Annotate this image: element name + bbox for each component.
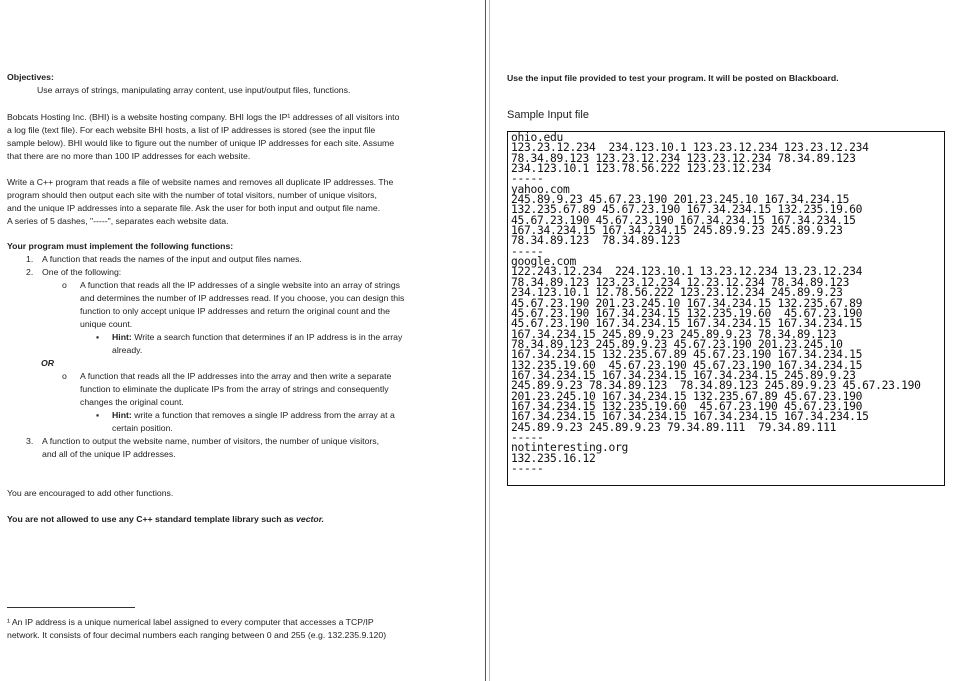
option-b-line: changes the original count. <box>80 397 184 407</box>
sample-line: ----- <box>511 244 544 258</box>
sample-line: ----- <box>511 172 544 186</box>
list-item-2 <box>7 266 447 279</box>
sample-line: 245.89.9.23 78.34.89.123 78.34.89.123 245.89.9.23 45.67.23.190 <box>511 379 921 393</box>
task-line: A series of 5 dashes, "-----", separates each website data. <box>7 216 229 226</box>
list-item-text: One of the following: <box>42 267 122 277</box>
intro-line: Bobcats Hosting Inc. (BHI) is a website hosting company. BHI logs the IP¹ addresses of all visitors into <box>7 112 400 122</box>
sample-line: 167.34.234.15 132.235.19.60 45.67.23.190 45.67.23.190 <box>511 399 863 413</box>
option-b-line: function to eliminate the duplicate IPs from the array of strings and consequently <box>80 384 389 394</box>
sample-line: 132.235.16.12 <box>511 451 596 465</box>
intro-paragraph <box>7 111 399 163</box>
circle-bullet-icon: o <box>62 280 67 290</box>
square-bullet-icon: ▪ <box>96 410 100 420</box>
task-line: program should then output each site with the number of total visitors, number of unique visitors, <box>7 190 377 200</box>
option-a-line: and determines the number of IP addresses read. If you choose, you can design this <box>80 293 405 303</box>
intro-line: a log file (text file). For each website BHI hosts, a list of IP addresses is stored (see the input file <box>7 125 376 135</box>
sample-line: 45.67.23.190 201.23.245.10 167.34.234.15 132.235.67.89 <box>511 296 863 310</box>
sample-line: 167.34.234.15 245.89.9.23 245.89.9.23 78.34.89.123 <box>511 327 837 341</box>
task-line: Write a C++ program that reads a file of website names and removes all duplicate IP addresses. The <box>7 177 394 187</box>
footnote <box>7 616 386 642</box>
sample-line: 167.34.234.15 167.34.234.15 167.34.234.15 167.34.234.15 <box>511 410 869 424</box>
option-a-line: A function that reads all the IP addresses of a single website into an array of strings <box>80 280 401 290</box>
footnote-line: network. It consists of four decimal numbers each ranging between 0 and 255 (e.g. 132.235.9.120) <box>7 630 387 640</box>
encouraged-text: You are encouraged to add other functions. <box>7 488 174 498</box>
objectives-text: Use arrays of strings, manipulating array content, use input/output files, functions. <box>37 85 351 95</box>
footnote-rule <box>7 607 135 608</box>
sample-line: ohio.edu <box>511 131 564 144</box>
sample-line: 122.243.12.234 224.123.10.1 13.23.12.234 13.23.12.234 <box>511 265 863 279</box>
hint-a <box>7 331 447 344</box>
sample-label: Sample Input file <box>507 109 589 121</box>
circle-bullet-icon: o <box>62 371 67 381</box>
sample-line: 78.34.89.123 123.23.12.234 12.23.12.234 78.34.89.123 <box>511 275 850 289</box>
task-paragraph <box>7 176 393 228</box>
page-divider-shadow <box>489 0 490 681</box>
sample-line: google.com <box>511 255 577 269</box>
sample-line: yahoo.com <box>511 182 570 196</box>
sample-line: 45.67.23.190 167.34.234.15 132.235.19.60 45.67.23.190 <box>511 306 863 320</box>
list-item-text: and all of the unique IP addresses. <box>42 449 176 459</box>
sample-line: 201.23.245.10 167.34.234.15 132.235.67.89 45.67.23.190 <box>511 389 863 403</box>
sample-line: 78.34.89.123 123.23.12.234 123.23.12.234 78.34.89.123 <box>511 151 856 165</box>
stl-restriction <box>7 513 324 526</box>
square-bullet-icon: ▪ <box>96 332 100 342</box>
hint-label: Hint: <box>112 410 132 420</box>
sample-line: notinteresting.org <box>511 441 629 455</box>
functions-heading: Your program must implement the following functions: <box>7 241 234 251</box>
sample-line: 132.235.67.89 45.67.23.190 167.34.234.15 132.235.19.60 <box>511 203 863 217</box>
option-a-line: unique count. <box>80 319 133 329</box>
list-item-text: A function that reads the names of the input and output files names. <box>42 254 302 264</box>
or-label: OR <box>41 358 55 368</box>
hint-b <box>7 409 447 422</box>
hint-text: write a function that removes a single IP address from the array at a <box>134 410 395 420</box>
sample-line: 78.34.89.123 245.89.9.23 45.67.23.190 201.23.245.10 <box>511 337 843 351</box>
intro-line: sample below). BHI would like to figure out the number of unique IP addresses for each site. Assume <box>7 138 395 148</box>
hint-text: already. <box>112 345 143 355</box>
hint-label: Hint: <box>112 332 132 342</box>
sample-line: 245.89.9.23 245.89.9.23 79.34.89.111 79.34.89.111 <box>511 420 837 434</box>
instruction-text: Use the input file provided to test your program. It will be posted on Blackboard. <box>507 73 839 83</box>
option-b <box>7 370 447 383</box>
list-number: 1. <box>26 254 34 264</box>
list-item-3 <box>7 435 447 448</box>
option-a-line: function to only accept unique IP addresses and return the original count and the <box>80 306 390 316</box>
list-number: 2. <box>26 267 34 277</box>
sample-line: 132.235.19.60 45.67.23.190 45.67.23.190 167.34.234.15 <box>511 358 863 372</box>
functions-section <box>7 240 447 461</box>
task-line: and the unique IP addresses into a separate file. Ask the user for both input and output file name. <box>7 203 381 213</box>
list-number: 3. <box>26 436 34 446</box>
sample-input-file <box>507 131 945 486</box>
list-item-1 <box>7 253 447 266</box>
hint-text: Write a search function that determines if an IP address is in the array <box>134 332 403 342</box>
sample-line: 167.34.234.15 167.34.234.15 167.34.234.15 245.89.9.23 <box>511 368 856 382</box>
sample-line: 234.123.10.1 123.78.56.222 123.23.12.234 <box>511 162 772 176</box>
sample-line: 45.67.23.190 45.67.23.190 167.34.234.15 167.34.234.15 <box>511 213 856 227</box>
footnote-line: ¹ An IP address is a unique numerical label assigned to every computer that accesses a TCP/IP <box>7 617 374 627</box>
stl-example: vector. <box>296 514 325 524</box>
sample-line: 234.123.10.1 12.78.56.222 123.23.12.234 245.89.9.23 <box>511 286 843 300</box>
sample-line: 167.34.234.15 132.235.67.89 45.67.23.190 167.34.234.15 <box>511 348 863 362</box>
sample-line: 78.34.89.123 78.34.89.123 <box>511 234 681 248</box>
sample-line: 45.67.23.190 167.34.234.15 167.34.234.15 167.34.234.15 <box>511 317 863 331</box>
sample-line: ----- <box>511 430 544 444</box>
hint-text: certain position. <box>112 423 173 433</box>
page-divider <box>485 0 486 681</box>
intro-line: that there are no more than 100 IP addresses for each website. <box>7 151 251 161</box>
sample-line: 245.89.9.23 45.67.23.190 201.23.245.10 167.34.234.15 <box>511 193 850 207</box>
objectives-heading: Objectives: <box>7 72 54 82</box>
sample-line: 167.34.234.15 167.34.234.15 245.89.9.23 245.89.9.23 <box>511 224 843 238</box>
option-b-line: A function that reads all the IP addresses into the array and then write a separate <box>80 371 392 381</box>
sample-line: 123.23.12.234 234.123.10.1 123.23.12.234 123.23.12.234 <box>511 141 869 155</box>
option-a <box>7 279 447 292</box>
list-item-text: A function to output the website name, number of visitors, the number of unique visitors, <box>42 436 380 446</box>
sample-line: ----- <box>511 462 544 475</box>
stl-text: You are not allowed to use any C++ standard template library such as <box>7 514 297 524</box>
